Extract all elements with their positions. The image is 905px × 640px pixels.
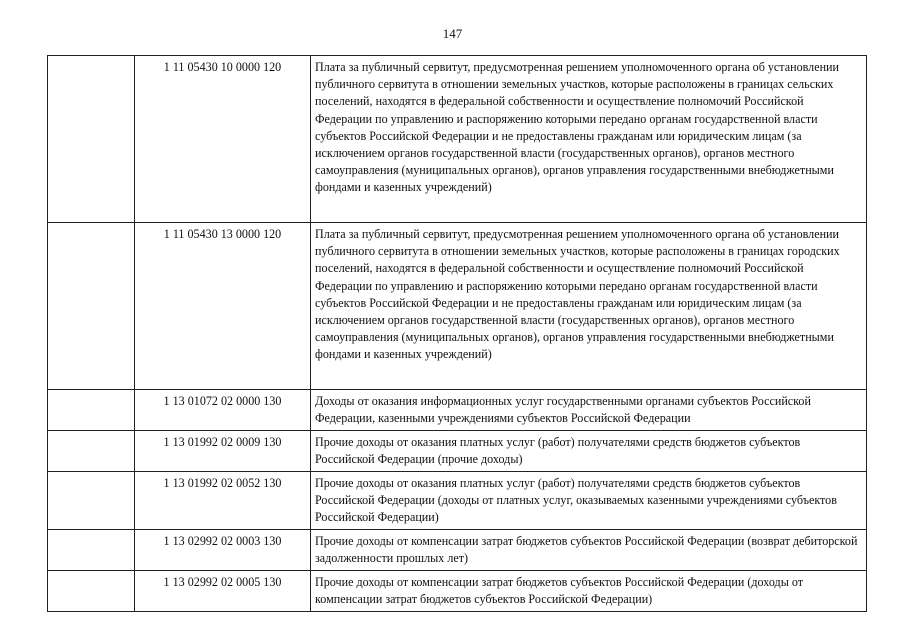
table-row [48, 530, 867, 571]
page-number: 147 [442, 26, 463, 41]
income-name-cell: Прочие доходы от оказания платных услуг (работ) получателями средств бюджетов субъектов Российской Федерации (доходы от платных услуг, оказываемых казенными учреждениями субъектов Российской Федерации) [311, 472, 867, 530]
table-row [48, 56, 867, 223]
income-code-cell: 1 11 05430 10 0000 120 [135, 56, 311, 223]
table-row [48, 223, 867, 390]
table-row [48, 390, 867, 431]
budget-classification-table [47, 55, 867, 612]
admin-code-cell [48, 472, 135, 530]
income-code-cell: 1 13 01992 02 0009 130 [135, 431, 311, 472]
income-name-cell: Доходы от оказания информационных услуг государственными органами субъектов Российской Федерации, казенными учреждениями субъектов Российской Федерации [311, 390, 867, 431]
table-row [48, 472, 867, 530]
income-code-cell: 1 13 02992 02 0003 130 [135, 530, 311, 571]
income-code-cell: 1 13 02992 02 0005 130 [135, 571, 311, 612]
income-name-cell: Плата за публичный сервитут, предусмотренная решением уполномоченного органа об установлении публичного сервитута в отношении земельных участков, которые расположены в границах сельских поселений, находятся в федеральной собственности и осуществление полномочий Российской Федерации по управлению и распоряжению которыми передано органам государственной власти субъектов Российской Федерации и не предоставлены гражданам или юридическим лицам (за исключением органов государственной власти (государственных органов), органов местного самоуправления (муниципальных органов), органов управления государственными внебюджетными фондами и казенных учреждений) [311, 56, 867, 223]
table-row [48, 571, 867, 612]
table-row [48, 431, 867, 472]
income-code-cell: 1 11 05430 13 0000 120 [135, 223, 311, 390]
income-code-cell: 1 13 01992 02 0052 130 [135, 472, 311, 530]
income-name-cell: Прочие доходы от компенсации затрат бюджетов субъектов Российской Федерации (возврат дебиторской задолженности прошлых лет) [311, 530, 867, 571]
admin-code-cell [48, 390, 135, 431]
income-name-cell: Прочие доходы от оказания платных услуг (работ) получателями средств бюджетов субъектов Российской Федерации (прочие доходы) [311, 431, 867, 472]
admin-code-cell [48, 223, 135, 390]
admin-code-cell [48, 571, 135, 612]
income-name-cell: Прочие доходы от компенсации затрат бюджетов субъектов Российской Федерации (доходы от компенсации затрат бюджетов субъектов Российской Федерации) [311, 571, 867, 612]
admin-code-cell [48, 431, 135, 472]
income-name-cell: Плата за публичный сервитут, предусмотренная решением уполномоченного органа об установлении публичного сервитута в отношении земельных участков, которые расположены в границах городских поселений, находятся в федеральной собственности и осуществление полномочий Российской Федерации по управлению и распоряжению которыми передано органам государственной власти субъектов Российской Федерации и не предоставлены гражданам или юридическим лицам (за исключением органов государственной власти (государственных органов), органов местного самоуправления (муниципальных органов), органов управления государственными внебюджетными фондами и казенных учреждений) [311, 223, 867, 390]
admin-code-cell [48, 56, 135, 223]
income-code-cell: 1 13 01072 02 0000 130 [135, 390, 311, 431]
admin-code-cell [48, 530, 135, 571]
